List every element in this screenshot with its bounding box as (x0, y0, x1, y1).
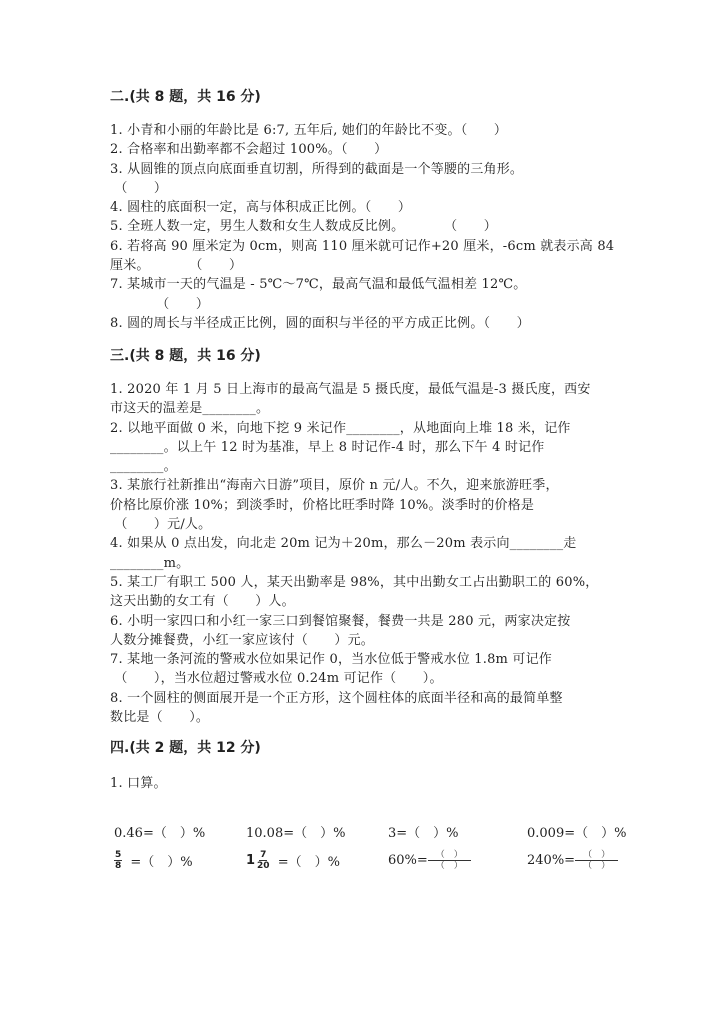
calc-item (246, 850, 340, 871)
question-line: （ ）元/人。 (110, 517, 212, 533)
question-line: 数比是（ ）。 (110, 710, 210, 726)
calc-item (388, 850, 471, 871)
calc-text: 60%= (388, 853, 428, 868)
denominator: 20 (257, 861, 270, 871)
calc-item (527, 850, 618, 871)
question-line: 4. 圆柱的底面积一定，高与体积成正比例。（ ） (110, 200, 412, 216)
section-heading: 三.(共 8 题，共 16 分) (110, 348, 261, 364)
question-line: 1. 小青和小丽的年龄比是 6:7, 五年后, 她们的年龄比不变。（ ） (110, 123, 508, 138)
question-line: 市这天的温差是________。 (110, 401, 270, 417)
calc-text: =（ ）% (273, 855, 340, 870)
question-line: 厘米。 （ ） (110, 258, 243, 274)
section-heading: 四.(共 2 题，共 12 分) (110, 740, 261, 756)
question-line: （ ） (110, 296, 210, 312)
denominator-blank: （ ） (435, 861, 463, 871)
question-line: 价格比原价涨 10%；到淡季时，价格比旺季时降 10%。淡季时的价格是 (110, 497, 535, 513)
calc-item (114, 850, 193, 871)
fraction (114, 850, 122, 871)
section-4 (110, 738, 650, 793)
calc-item: 10.08=（ ）% (246, 826, 346, 841)
question-line: 人数分摊餐费，小红一家应该付（ ）元。 (110, 632, 375, 648)
question-line: ________m。 (110, 555, 190, 571)
calc-item: 0.009=（ ）% (527, 826, 627, 841)
question-list (110, 121, 650, 333)
question-line: 5. 某工厂有职工 500 人，某天出勤率是 98%，其中出勤女工占出勤职工的 60%， (110, 574, 599, 590)
question-line: 8. 圆的周长与半径成正比例，圆的面积与半径的平方成正比例。（ ） (110, 315, 530, 331)
question-line: 2. 合格率和出勤率都不会超过 100%。（ ） (110, 142, 388, 158)
whole-number: 1 (246, 853, 256, 868)
numerator-blank: （ ） (575, 850, 618, 861)
question-line: 6. 小明一家四口和小红一家三口到餐馆聚餐，餐费一共是 280 元，两家决定按 (110, 613, 571, 629)
section-2 (110, 87, 650, 333)
question-line: 8. 一个圆柱的侧面展开是一个正方形，这个圆柱体的底面半径和高的最简单整 (110, 690, 563, 706)
question-line: 3. 某旅行社新推出“海南六日游”项目，原价 n 元/人。不久，迎来旅游旺季， (110, 478, 559, 494)
calc-item: 0.46=（ ）% (114, 826, 206, 841)
question-line: 6. 若将高 90 厘米定为 0cm，则高 110 厘米就可记作+20 厘米，-6cm 就表示高 84 (110, 238, 615, 254)
section-3 (110, 346, 650, 727)
numerator-blank: （ ） (428, 850, 471, 861)
blank-fraction (575, 850, 618, 871)
question-line: 这天出勤的女工有（ ）人。 (110, 594, 295, 610)
denominator: 8 (115, 861, 122, 871)
question-line: 7. 某地一条河流的警戒水位如果记作 0，当水位低于警戒水位 1.8m 可记作 (110, 652, 553, 668)
question-line: 5. 全班人数一定，男生人数和女生人数成反比例。 （ ） (110, 219, 497, 235)
calc-text: 240%= (527, 853, 576, 868)
question-line: 2. 以地平面做 0 米，向地下挖 9 米记作________，从地面向上堆 18 米，记作 (110, 420, 571, 436)
numerator: 5 (115, 850, 122, 860)
question-line: 7. 某城市一天的气温是 - 5℃～7℃，最高气温和最低气温相差 12℃。 (110, 277, 527, 293)
question-line: 3. 从圆锥的顶点向底面垂直切割，所得到的截面是一个等腰的三角形。 (110, 161, 524, 177)
question-line: 1. 2020 年 1 月 5 日上海市的最高气温是 5 摄氏度，最低气温是-3 摄氏度，西安 (110, 382, 591, 397)
numerator: 7 (260, 850, 267, 860)
question-mental-math: 1. 口算。 (110, 776, 167, 791)
denominator-blank: （ ） (583, 861, 611, 871)
calc-text: =（ ）% (126, 855, 193, 870)
blank-fraction (428, 850, 471, 871)
question-list (110, 380, 650, 727)
question-line: （ ），当水位超过警戒水位 0.24m 可记作（ ）。 (110, 671, 443, 687)
section-heading: 二.(共 8 题，共 16 分) (110, 89, 261, 105)
fraction (257, 850, 270, 871)
question-line: ________。以上午 12 时为基准，早上 8 时记作-4 时，那么下午 4 时记作 (110, 439, 545, 455)
question-line: ________。 (110, 459, 177, 475)
calc-item: 3=（ ）% (388, 826, 459, 841)
question-line: （ ） (110, 180, 168, 196)
question-line: 4. 如果从 0 点出发，向北走 20m 记为＋20m，那么－20m 表示向________走 (110, 536, 577, 552)
